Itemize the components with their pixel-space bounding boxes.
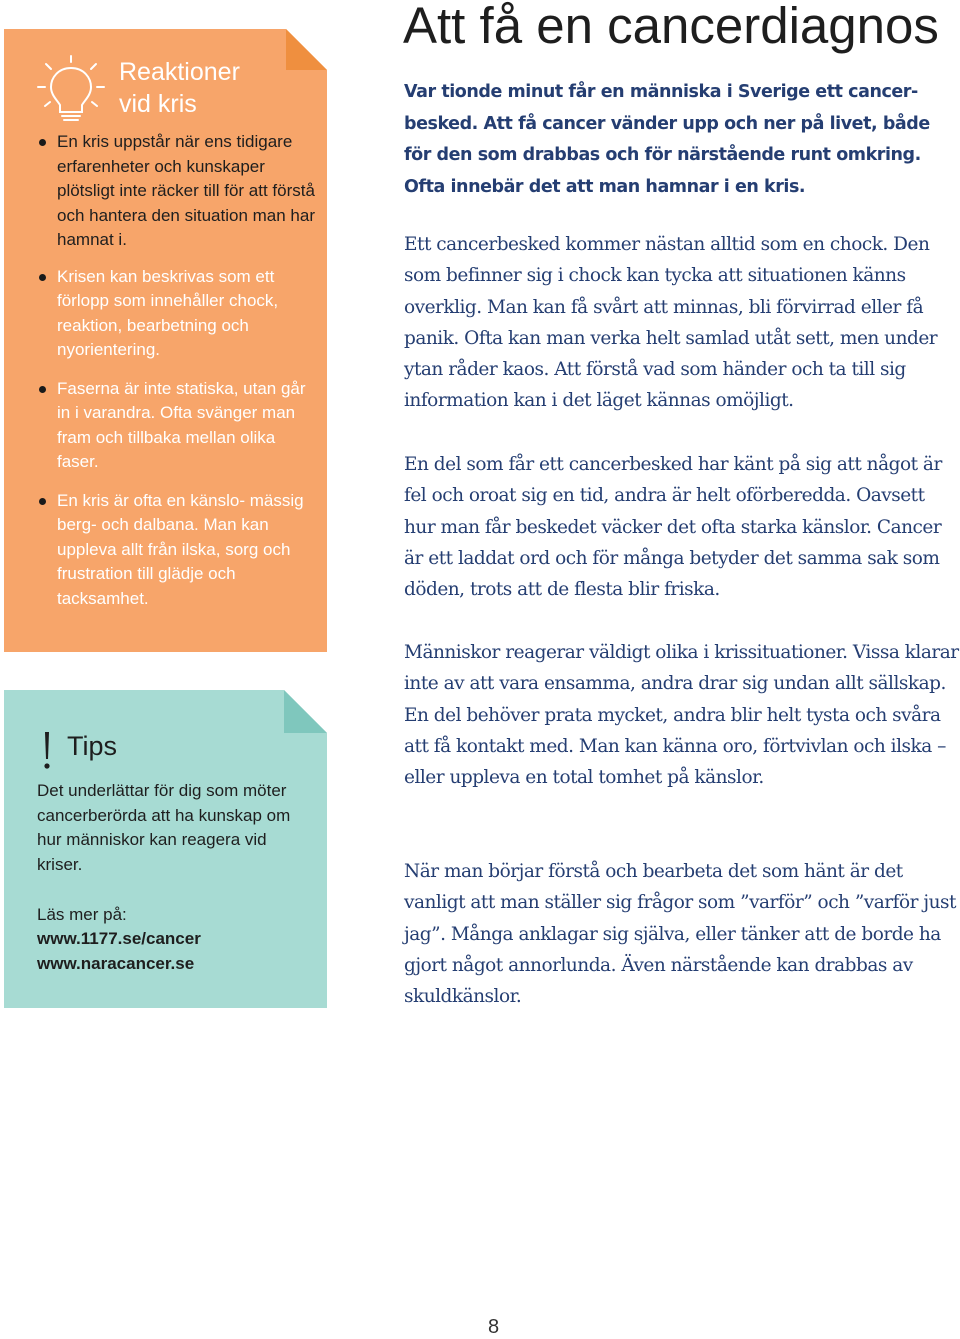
lead-paragraph: Var tionde minut får en människa i Sverige ett cancer-besked. Att få cancer vänder upp och ner på livet, både för den som drabbas och för närstående runt omkring. Ofta innebär det att man hamnar i en kris. — [404, 82, 930, 197]
bullet-dot — [39, 498, 46, 505]
body-paragraph-1: Ett cancerbesked kommer nästan alltid som en chock. Den som befinner sig i chock kan tycka att situationen känns overklig. Man kan få svårt att minnas, bli förvirrad eller få panik. Ofta kan man verka helt samlad utåt sett, men under ytan råder kaos. Att förstå vad som händer och ta till sig information kan i det läget kännas omöjligt. — [404, 234, 938, 412]
tips-card-fold — [284, 690, 327, 733]
bullet-dot — [39, 386, 46, 393]
reactions-list-item — [37, 265, 317, 363]
reactions-title-line1: Reaktioner — [119, 58, 240, 86]
bullet-text: En kris är ofta en känslo- mässig berg- och dalbana. Man kan uppleva allt från ilska, sorg och frustration till glädje och tacksamhet. — [57, 490, 304, 608]
link-1177[interactable]: www.1177.se/cancer — [37, 929, 201, 948]
bullet-dot — [39, 274, 46, 281]
reactions-list-item — [37, 130, 317, 253]
read-more-label: Läs mer på: — [37, 905, 127, 924]
exclamation-icon — [40, 730, 54, 770]
bullet-text: En kris uppstår när ens tidigare erfarenheter och kunskaper plötsligt inte räcker till för att förstå och hantera den situation man har hamnat i. — [57, 132, 316, 249]
link-naracancer[interactable]: www.naracancer.se — [37, 954, 195, 973]
reactions-list — [37, 130, 317, 625]
page-number: 8 — [488, 1316, 500, 1338]
reactions-title — [119, 56, 319, 120]
page-title: Att få en cancerdiagnos — [403, 0, 939, 54]
lightbulb-icon — [36, 54, 106, 126]
body-paragraph-4: När man börjar förstå och bearbeta det som hänt är det vanligt att man ställer sig frågor som ”varför” och ”varför just jag”. Många anklagar sig själva, eller tänker att de borde ha gjort något annorlunda. Även närstående kan drabbas av skuldkänslor. — [404, 861, 956, 1008]
bullet-dot — [39, 139, 46, 146]
tips-body: Det underlättar för dig som möter cancerberörda att ha kunskap om hur människor kan reagera vid kriser. — [37, 781, 291, 874]
tips-title: Tips — [67, 731, 118, 761]
body-paragraph-2: En del som får ett cancerbesked har känt på sig att något är fel och oroat sig en tid, andra är helt oförberedda. Oavsett hur man får beskedet väcker det ofta starka känslor. Cancer är ett laddat ord och för många betyder det samma sak som döden, trots att de flesta blir friska. — [404, 454, 942, 601]
reactions-title-line2: vid kris — [119, 90, 197, 118]
reactions-list-item — [37, 377, 317, 475]
reactions-list-item — [37, 489, 317, 612]
body-paragraph-3: Människor reagerar väldigt olika i krissituationer. Vissa klarar inte av att vara ensamma, andra drar sig undan allt sällskap. En del behöver prata mycket, andra blir helt tysta och svåra att få kontakt med. Man kan känna oro, förtvivlan och ilska – eller uppleva en total tomhet på känslor. — [404, 642, 959, 789]
bullet-text: Faserna är inte statiska, utan går in i varandra. Ofta svänger man fram och tillbaka mellan olika faser. — [57, 378, 306, 471]
bullet-text: Krisen kan beskrivas som ett förlopp som innehåller chock, reaktion, bearbetning och nyorientering. — [57, 266, 279, 359]
